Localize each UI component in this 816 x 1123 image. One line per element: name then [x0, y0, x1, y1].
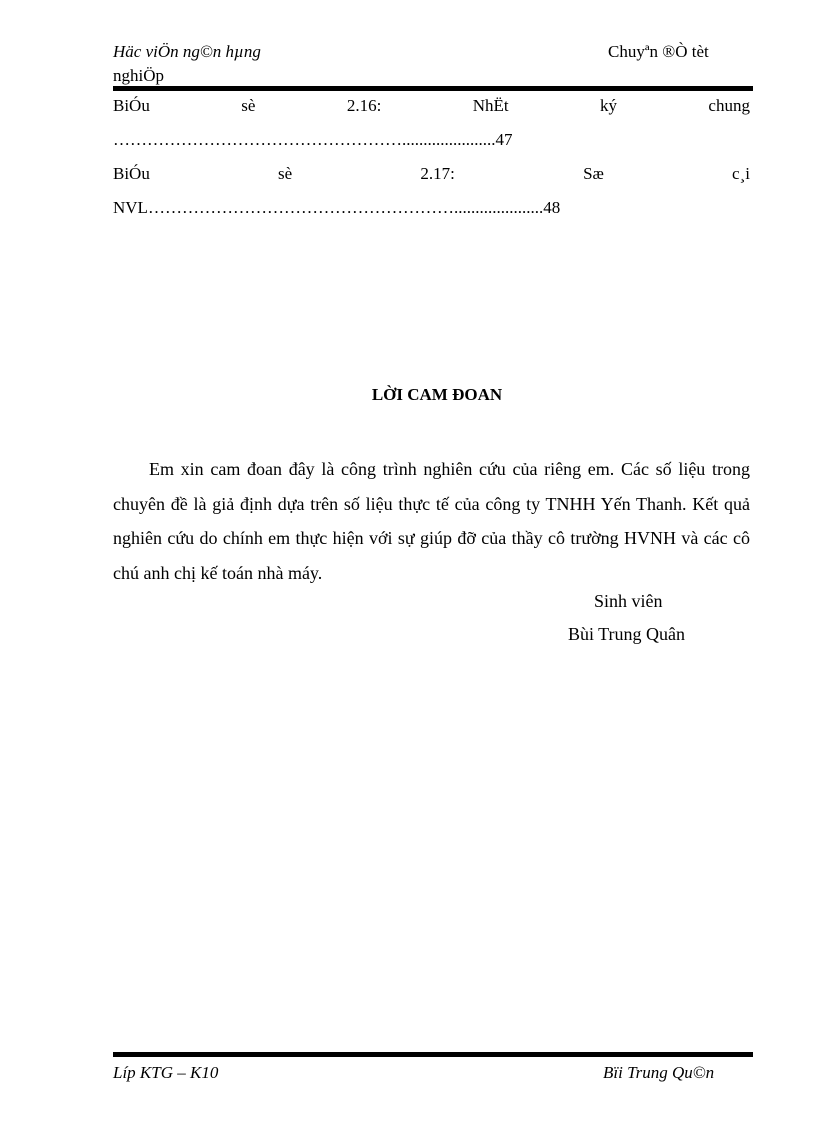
footer-class: Líp KTG – K10 [113, 1063, 219, 1082]
toc-word: chung [708, 96, 750, 115]
toc-word: 2.17: [420, 164, 455, 183]
signature-role: Sinh viên [594, 591, 663, 611]
signature-name: Bùi Trung Quân [568, 624, 686, 644]
toc-leader-page-48: NVL……………………………………………….....................48 [113, 198, 561, 217]
toc-word: ký [600, 96, 618, 115]
toc-leader-page-47: ……………………………………………......................47 [113, 130, 513, 149]
section-title: LỜI CAM ĐOAN [371, 385, 503, 404]
toc-entry-2-16 [113, 96, 750, 116]
declaration-paragraph: Em xin cam đoan đây là công trình nghiên cứu của riêng em. Các số liệu trong chuyên đề là giả định dựa trên số liệu thực tế của công ty TNHH Yến Thanh. Kết quả nghiên cứu do chính em thực hiện với sự giúp đỡ của thầy cô trường HVNH và các cô chú anh chị kế toán nhà máy. [113, 459, 750, 583]
toc-word: c¸i [732, 164, 750, 183]
toc-word: 2.16: [346, 96, 382, 115]
toc-word: BiÓu [113, 96, 150, 115]
toc-word: sè [278, 164, 293, 183]
toc-word: BiÓu [113, 164, 150, 183]
header-institution-continued: nghiÖp [113, 66, 164, 85]
header-document-type: Chuyªn ®Ò tèt [608, 42, 709, 61]
toc-entry-2-17 [113, 164, 750, 184]
toc-word: sè [241, 96, 256, 115]
header-rule [113, 86, 753, 91]
footer-author: Bïi Trung Qu©n [603, 1063, 715, 1082]
footer-rule [113, 1052, 753, 1057]
header-institution: Häc viÖn ng©n hµng [113, 42, 261, 61]
toc-word: NhËt [472, 96, 509, 115]
toc-word: Sæ [583, 164, 604, 183]
